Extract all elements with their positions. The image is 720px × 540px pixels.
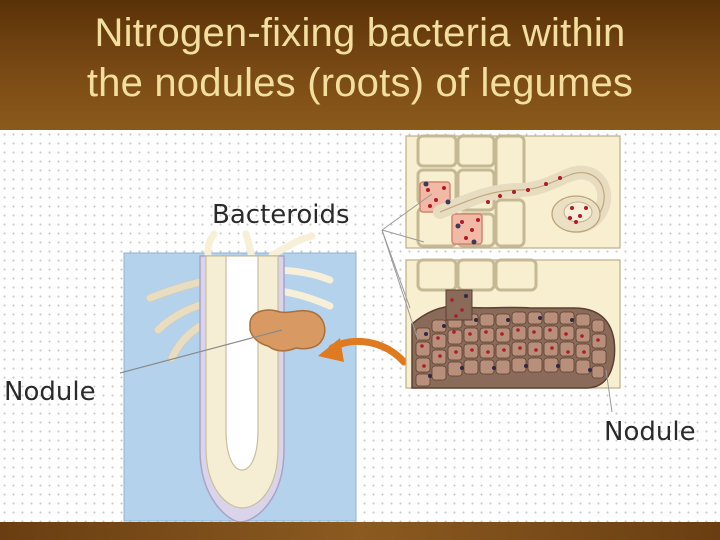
diagram-figure [0,130,720,522]
nodule-label-right: Nodule [604,417,696,447]
slide-title [0,8,720,108]
title-line-2: the nodules (roots) of legumes [86,61,634,105]
bottom-strip [0,522,720,540]
title-line-1: Nitrogen‑fixing bacteria within [94,11,626,55]
infection-thread-panel [406,136,620,248]
root-vascular [226,256,258,470]
nodule-label-left: Nodule [4,377,96,407]
bacteroids-label: Bacteroids [212,200,350,230]
nodule-section-panel [406,260,620,388]
diagram-svg [0,130,720,522]
title-bar [0,0,720,130]
